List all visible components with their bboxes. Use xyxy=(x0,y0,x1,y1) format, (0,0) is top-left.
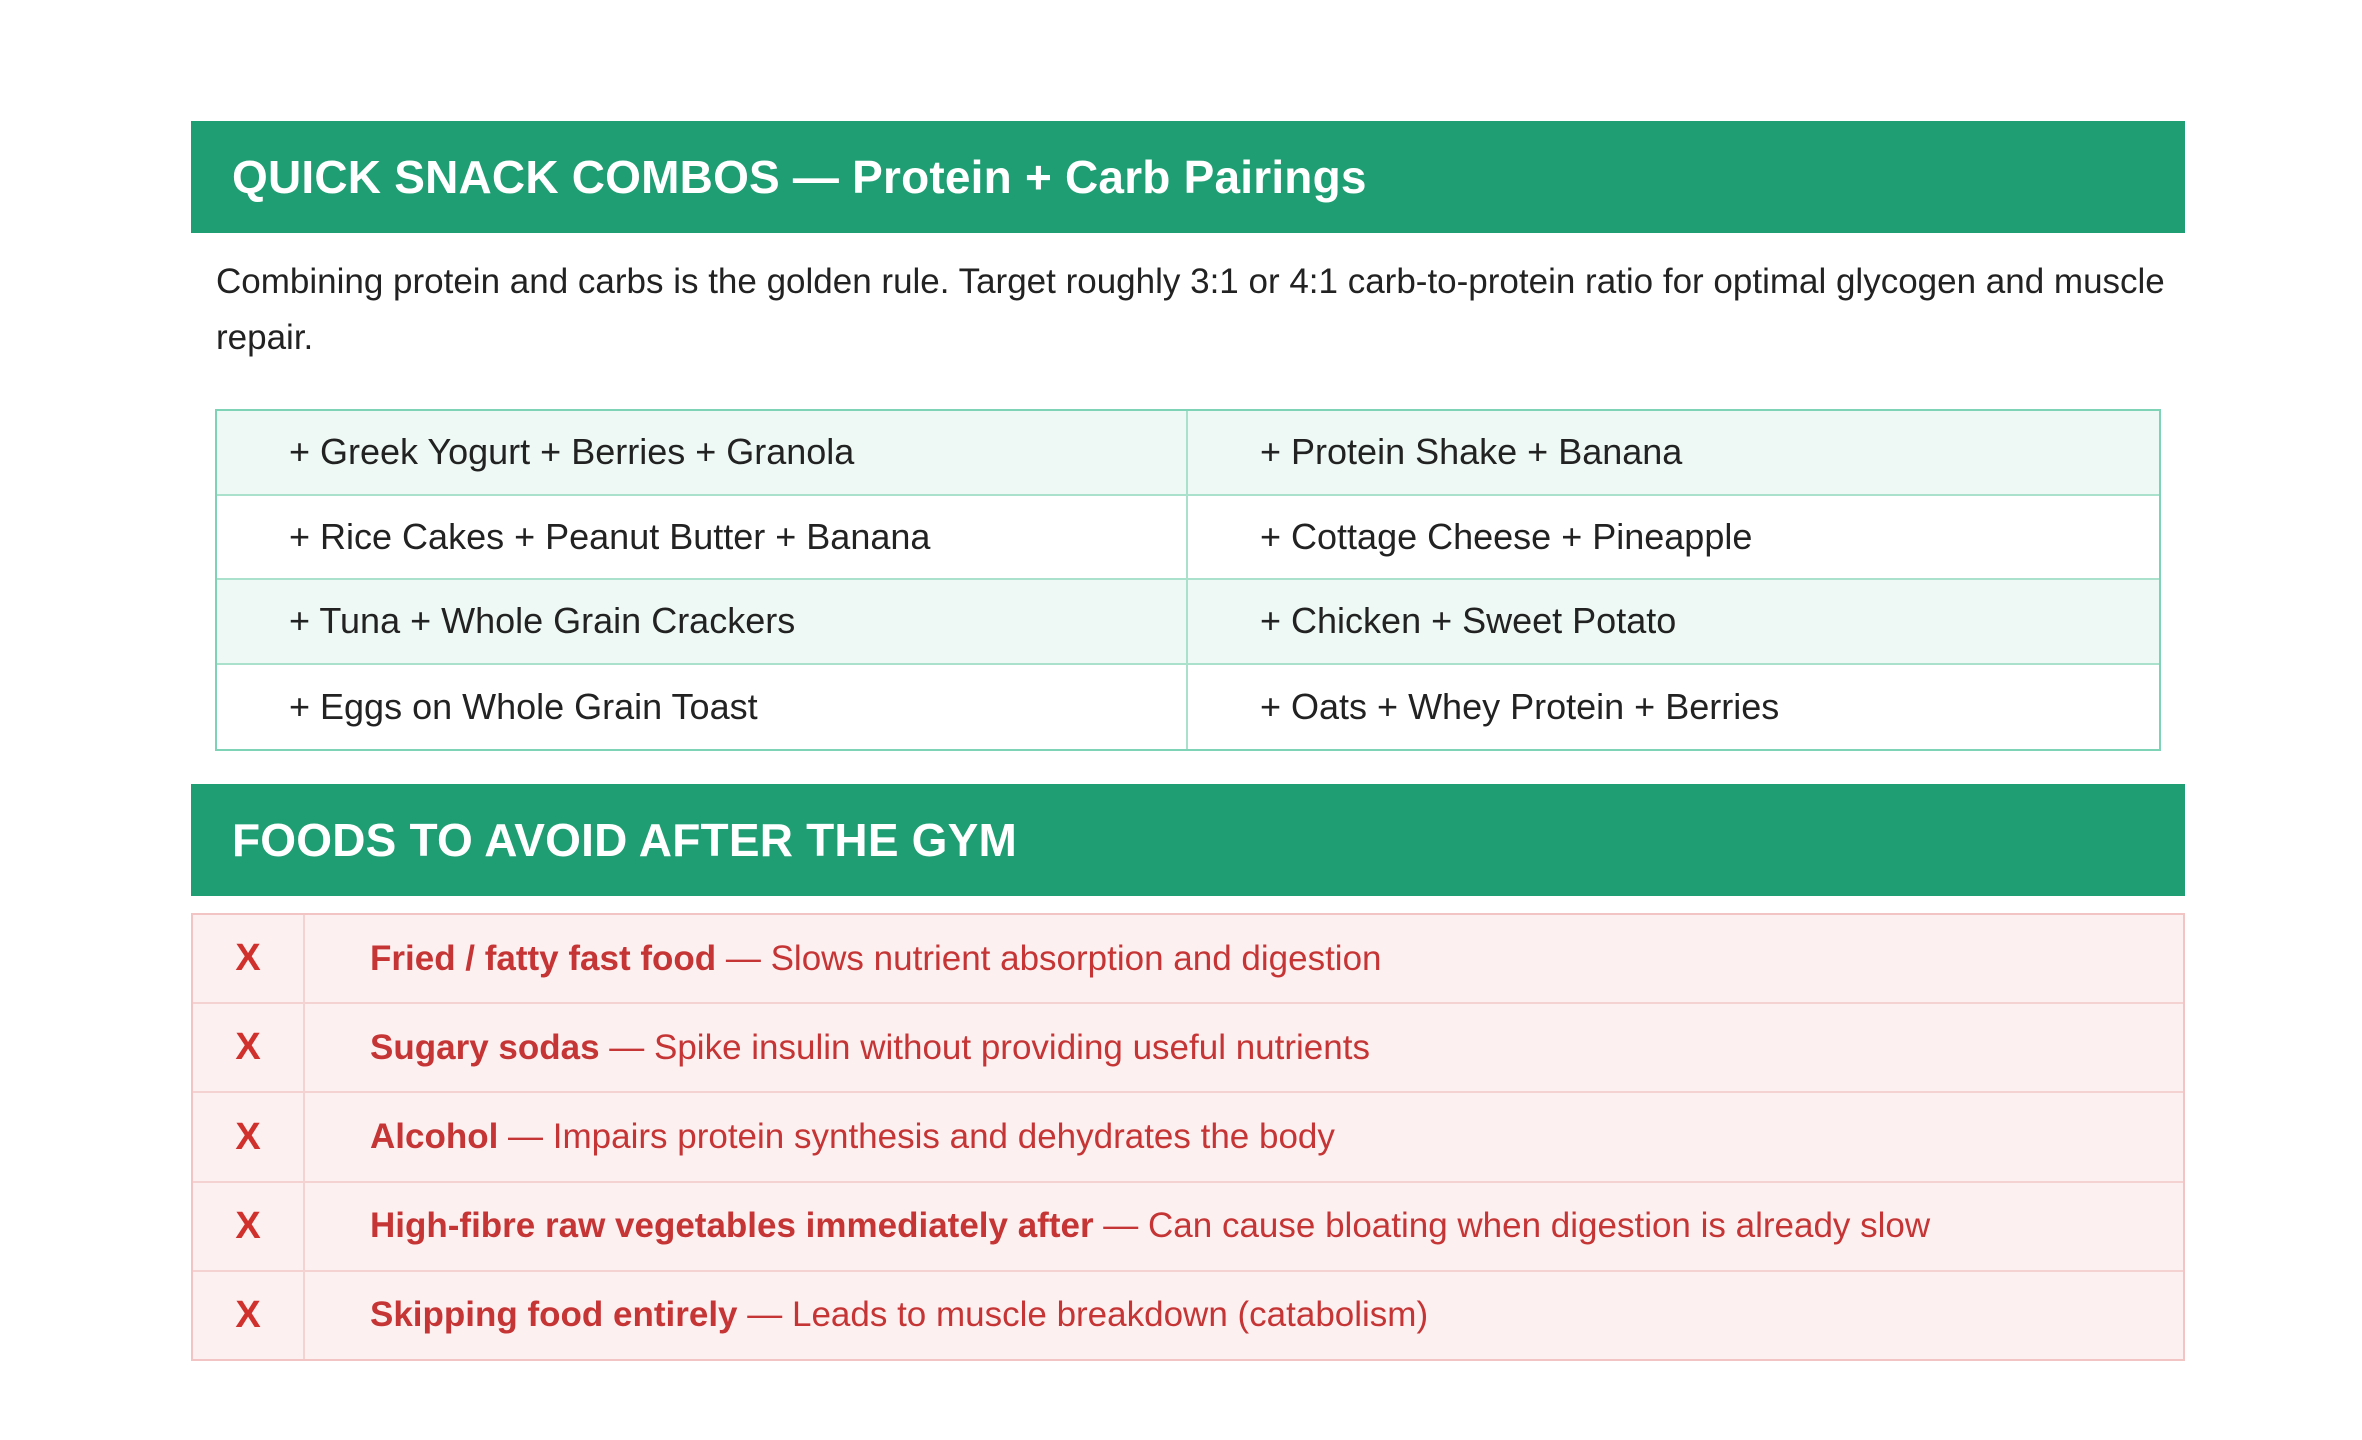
foods-to-avoid-title: FOODS TO AVOID AFTER THE GYM xyxy=(232,814,1018,866)
combo-cell: + Oats + Whey Protein + Berries xyxy=(1260,685,1780,727)
avoid-item-text xyxy=(305,939,1382,979)
snack-combos-table xyxy=(215,409,2161,751)
x-mark-icon: X xyxy=(193,1272,305,1359)
combo-cell: + Rice Cakes + Peanut Butter + Banana xyxy=(217,496,1188,581)
avoid-item-text xyxy=(305,1206,1930,1246)
avoid-item-text xyxy=(305,1117,1335,1157)
snack-combos-header xyxy=(191,121,2185,233)
combo-cell: + Tuna + Whole Grain Crackers xyxy=(217,580,1188,665)
avoid-row xyxy=(193,1004,2183,1093)
combo-cell: + Cottage Cheese + Pineapple xyxy=(1188,496,2159,581)
foods-to-avoid-table xyxy=(191,913,2185,1361)
avoid-row xyxy=(193,1183,2183,1272)
avoid-row xyxy=(193,915,2183,1004)
avoid-item-reason: — Slows nutrient absorption and digestion xyxy=(716,938,1382,978)
x-mark-icon: X xyxy=(193,1183,305,1270)
avoid-item-name: Alcohol xyxy=(370,1117,499,1156)
avoid-item-text xyxy=(305,1028,1370,1068)
avoid-item-text xyxy=(305,1295,1428,1335)
avoid-item-name: Skipping food entirely xyxy=(370,1295,738,1335)
avoid-item-reason: — Can cause bloating when digestion is already slow xyxy=(1093,1206,1931,1246)
x-mark-icon: X xyxy=(193,1093,305,1180)
avoid-item-reason: — Leads to muscle breakdown (catabolism) xyxy=(737,1295,1429,1335)
avoid-item-name: Fried / fatty fast food xyxy=(370,938,717,978)
foods-to-avoid-header xyxy=(191,784,2185,896)
avoid-item-name: Sugary sodas xyxy=(370,1027,600,1067)
combo-cell: + Greek Yogurt + Berries + Granola xyxy=(217,411,1188,496)
combo-cell: + Chicken + Sweet Potato xyxy=(1188,580,2159,665)
avoid-row xyxy=(193,1272,2183,1359)
avoid-row xyxy=(193,1093,2183,1182)
avoid-item-name: High-fibre raw vegetables immediately after xyxy=(370,1206,1094,1246)
x-mark-icon: X xyxy=(193,1004,305,1091)
snack-combos-intro: Combining protein and carbs is the golden rule. Target roughly 3:1 or 4:1 carb-to-protein ratio for optimal glycogen and muscle repair. xyxy=(216,262,2165,357)
x-mark-icon: X xyxy=(193,915,305,1002)
combo-cell: + Protein Shake + Banana xyxy=(1188,411,2159,496)
avoid-item-reason: — Impairs protein synthesis and dehydrates the body xyxy=(498,1117,1335,1156)
avoid-item-reason: — Spike insulin without providing useful nutrients xyxy=(599,1027,1370,1067)
combo-cell: + Eggs on Whole Grain Toast xyxy=(217,665,1188,750)
snack-combos-title: QUICK SNACK COMBOS — Protein + Carb Pairings xyxy=(232,151,1367,203)
